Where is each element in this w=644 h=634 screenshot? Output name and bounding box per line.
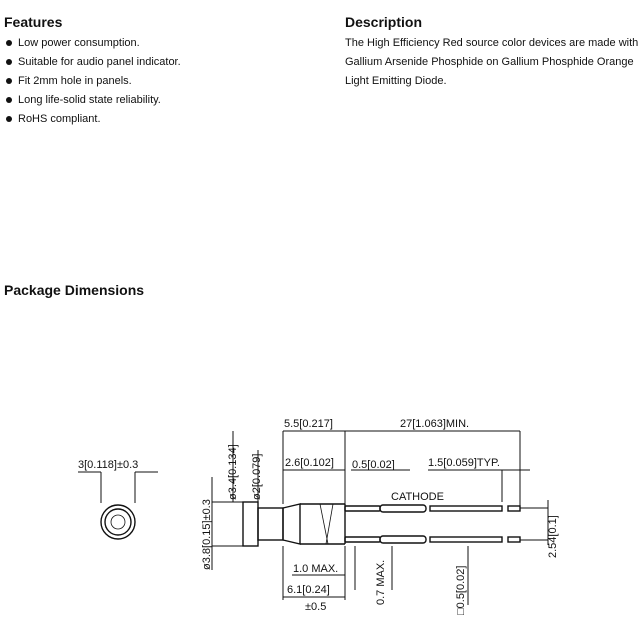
- dim-length-27: 27[1.063]MIN.: [400, 418, 470, 430]
- led-side-view: [201, 418, 559, 615]
- feature-item: [6, 93, 181, 112]
- bullet-icon: [6, 40, 12, 46]
- bullet-icon: [6, 116, 12, 122]
- features-list: [6, 36, 181, 131]
- features-title: Features: [4, 14, 63, 30]
- feature-item: [6, 36, 181, 55]
- dim-diameter-3-8: ø3.8[0.15]±0.3: [201, 499, 213, 570]
- feature-text: Low power consumption.: [18, 37, 140, 49]
- bullet-icon: [6, 78, 12, 84]
- dim-length-6-1: 6.1[0.24]: [287, 584, 330, 596]
- cathode-label: CATHODE: [391, 491, 444, 503]
- feature-text: Fit 2mm hole in panels.: [18, 75, 132, 87]
- package-title: Package Dimensions: [4, 282, 145, 298]
- bullet-icon: [6, 97, 12, 103]
- package-drawing: [0, 400, 644, 630]
- dim-tolerance-0-5: ±0.5: [305, 601, 327, 613]
- feature-text: Long life-solid state reliability.: [18, 94, 161, 106]
- feature-text: Suitable for audio panel indicator.: [18, 56, 181, 68]
- feature-item: [6, 55, 181, 74]
- dim-length-5-5: 5.5[0.217]: [284, 418, 333, 430]
- description-line: Gallium Arsenide Phosphide on Gallium Phosphide Orange: [345, 56, 634, 68]
- dim-pitch-1-5: 1.5[0.059]TYP.: [428, 457, 500, 469]
- description-line: Light Emitting Diode.: [345, 75, 447, 87]
- dim-length-2-6: 2.6[0.102]: [285, 457, 334, 469]
- description-body: [345, 36, 641, 93]
- description-line: The High Efficiency Red source color devices are made with: [345, 37, 639, 49]
- led-front-view: [78, 459, 158, 539]
- dim-diameter-3-4: ø3.4[0.134]: [227, 444, 239, 500]
- dim-top-diameter: 3[0.118]±0.3: [78, 459, 139, 471]
- dim-lead-0-5: □0.5[0.02]: [455, 565, 467, 615]
- feature-item: [6, 112, 181, 131]
- dim-max-0-7: 0.7 MAX.: [375, 559, 387, 605]
- feature-item: [6, 74, 181, 93]
- dim-diameter-2: ø2[0.079]: [251, 453, 263, 500]
- feature-text: RoHS compliant.: [18, 113, 101, 125]
- dim-length-0-5: 0.5[0.02]: [352, 459, 395, 471]
- bullet-icon: [6, 59, 12, 65]
- dim-max-1-0: 1.0 MAX.: [293, 563, 339, 575]
- dim-spacing-2-54: 2.54[0.1]: [547, 515, 559, 558]
- description-title: Description: [345, 14, 423, 30]
